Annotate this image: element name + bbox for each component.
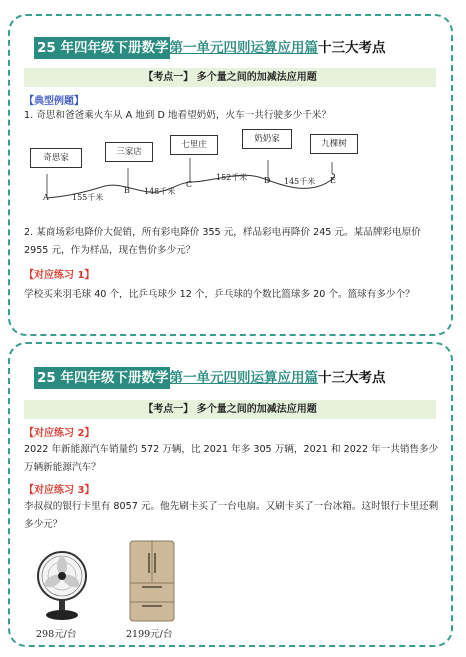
fan-price: 298元/台 [36,629,77,640]
title-part-topic: 十三大考点 [318,370,386,386]
card-title [34,366,386,386]
distance-bc: 148千米 [144,187,176,196]
station-qilizhuang: 七里庄 [170,135,218,155]
point-e: E [330,176,336,185]
kaodian-bar: 【考点一】 多个量之间的加减法应用题 [24,68,436,87]
example-label: 【典型例题】 [24,96,84,107]
practice-3-text: 李叔叔的银行卡里有 8057 元。他先刷卡买了一台电扇。又刷卡买了一台冰箱。这时银行卡里还剩多少元？ [24,501,439,530]
title-part-unit: 第一单元四则运算应用篇 [169,40,318,56]
practice-2-text: 2022 年新能源汽车销量约 572 万辆，比 2021 年多 305 万辆，2021 和 2022 年一共销售多少万辆新能源汽车？ [24,444,439,473]
distance-de: 145千米 [284,177,316,186]
title-part-grade: 25 年四年级下册数学 [34,37,170,59]
worksheet-card-2 [8,342,453,647]
station-sanjiadian: 三家店 [105,142,153,162]
station-jiukeshu: 九棵树 [310,134,358,154]
point-b: B [124,186,130,195]
practice-2-label: 【对应练习 2】 [24,428,95,439]
distance-cd: 152千米 [216,173,248,182]
point-a: A [43,193,49,202]
worksheet-card-1 [8,14,453,336]
practice-1-text: 学校买来羽毛球 40 个，比乒乓球少 12 个，乒乓球的个数比篮球多 20 个。篮球有多少个？ [24,289,415,300]
practice-3-label: 【对应练习 3】 [24,485,95,496]
point-c: C [186,180,193,189]
electric-fan-image [32,549,92,623]
fridge-price: 2199元/台 [126,629,173,640]
question-1: 1. 奇思和爸爸乘火车从 A 地到 D 地看望奶奶，火车一共行驶多少千米？ [24,110,331,121]
distance-ab: 155千米 [72,193,104,202]
title-part-unit: 第一单元四则运算应用篇 [169,370,318,386]
card-title [34,36,386,56]
station-grandma-home: 奶奶家 [242,129,292,149]
title-part-grade: 25 年四年级下册数学 [34,367,170,389]
practice-1-label: 【对应练习 1】 [24,270,95,281]
question-2: 2. 某商场彩电降价大促销，所有彩电降价 355 元，样品彩电再降价 245 元。某品牌彩电原价 2955 元，作为样品，现在售价多少元？ [24,227,421,256]
refrigerator-image [128,539,176,623]
title-part-topic: 十三大考点 [318,40,386,56]
kaodian-bar: 【考点一】 多个量之间的加减法应用题 [24,400,436,419]
station-qisi-home: 奇思家 [30,148,82,168]
point-d: D [264,176,271,185]
